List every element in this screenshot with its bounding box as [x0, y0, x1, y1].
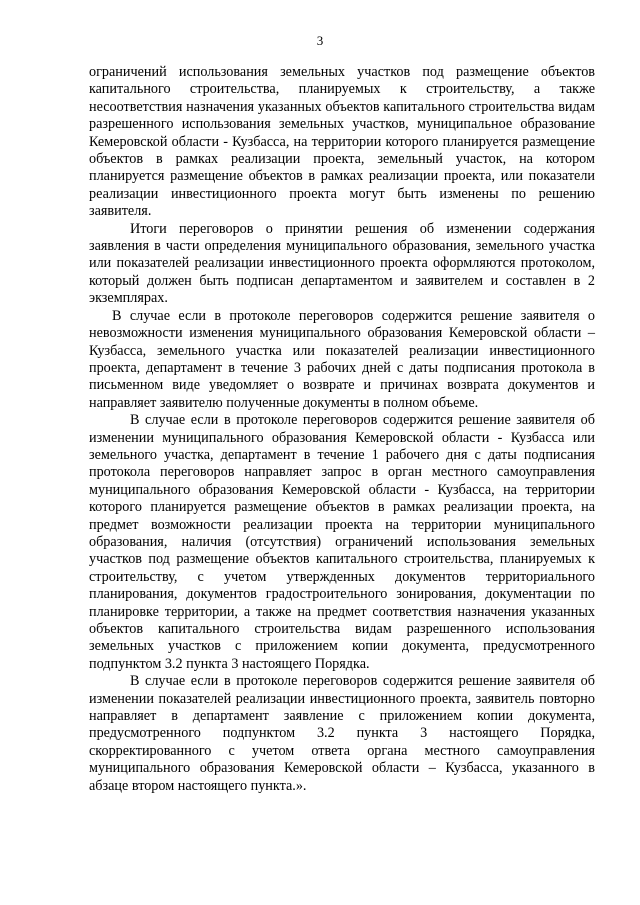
paragraph-refusal-case: В случае если в протоколе переговоров содержится решение заявителя о невозможности изменения муниципального образования Кемеровской области – Кузбасса, земельного участка или показателей реализации инвестиционного проекта, департамент в течение 3 рабочих дней с даты подписания протокола в письменном виде уведомляет о возврате и причинах возврата документов и направляет заявителю полученные документы в полном объеме. — [89, 307, 595, 411]
paragraph-municipality-change-case: В случае если в протоколе переговоров содержится решение заявителя об изменении муниципального образования Кемеровской области - Кузбасса или земельного участка, департамент в течение 1 рабочего дня с даты подписания протокола переговоров направляет запрос в орган местного самоуправления муниципального образования Кемеровской области - Кузбасса, на территории которого планируется размещение объектов в рамках реализации проекта, на предмет возможности реализации проекта на территории муниципального образования, наличия (отсутствия) ограничений использования земельных участков под размещение объектов капитального строительства, планируемых к строительству, с учетом утвержденных документов территориального планирования, документов градостроительного зонирования, документации по планировке территории, а также на предмет соответствия назначения указанных объектов капитального строительства видам разрешенного использования земельных участков с приложением копии документа, предусмотренного подпунктом 3.2 пункта 3 настоящего Порядка. — [89, 412, 595, 672]
document-body — [89, 64, 595, 795]
paragraph-negotiation-results: Итоги переговоров о принятии решения об изменении содержания заявления в части определения муниципального образования, земельного участка или показателей реализации инвестиционного проекта оформляются протоколом, который должен быть подписан департаментом и заявителем и составлен в 2 экземплярах. — [89, 220, 595, 307]
paragraph-continuation: ограничений использования земельных участков под размещение объектов капитального строительства, планируемых к строительству, а также несоответствия назначения указанных объектов капитального строительства видам разрешенного использования земельных участков, муниципальное образование Кемеровской области - Кузбасса, на территории которого планируется размещение объектов в рамках реализации проекта, земельный участок, на котором планируется размещение объектов в рамках реализации проекта, или показатели реализации инвестиционного проекта могут быть изменены по решению заявителя. — [89, 64, 595, 220]
page-number: 3 — [316, 33, 324, 48]
paragraph-indicators-change-case: В случае если в протоколе переговоров содержится решение заявителя об изменении показателей реализации инвестиционного проекта, заявитель повторно направляет в департамент заявление с приложением копии документа, предусмотренного подпунктом 3.2 пункта 3 настоящего Порядка, скорректированного с учетом ответа органа местного самоуправления муниципального образования Кемеровской области – Кузбасса, указанного в абзаце втором настоящего пункта.». — [89, 673, 595, 794]
